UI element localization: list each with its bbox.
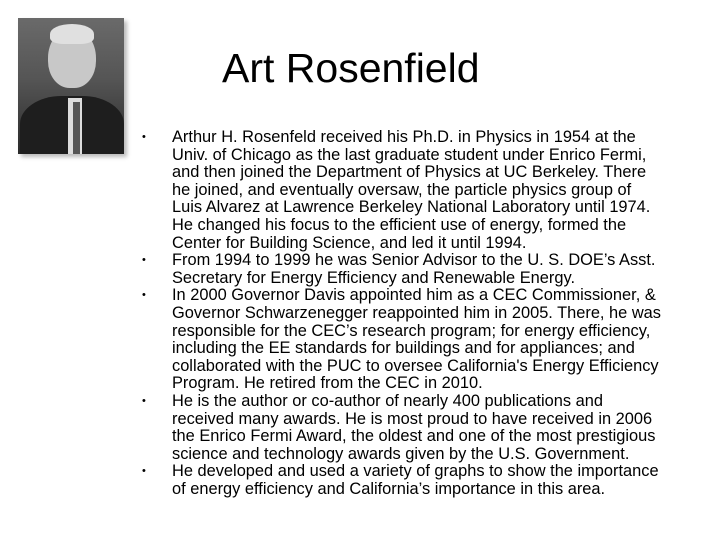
bullet-icon: • <box>142 289 146 302</box>
bullet-item <box>140 463 661 498</box>
bullet-icon: • <box>142 394 146 407</box>
slide-title: Art Rosenfield <box>222 45 480 91</box>
bullet-text-line: and then joined the Department of Physics at UC Berkeley. There <box>172 163 647 182</box>
bullet-text-line: received many awards. He is most proud to have received in 2006 <box>172 409 653 428</box>
bullet-text-line: Univ. of Chicago as the last graduate student under Enrico Fermi, <box>172 145 647 164</box>
bullet-text-line: Center for Building Science, and led it until 1994. <box>172 233 527 252</box>
bullet-text-line: Governor Schwarzenegger reappointed him in 2005. There, he was <box>172 303 661 322</box>
bullet-icon: • <box>142 465 146 478</box>
bullet-icon: • <box>142 254 146 267</box>
bullet-text-line: of energy efficiency and California’s importance in this area. <box>172 479 606 498</box>
bullet-text-line: Arthur H. Rosenfeld received his Ph.D. in Physics in 1954 at the <box>172 128 636 146</box>
bullet-item <box>140 287 661 393</box>
bullet-text-line: collaborated with the PUC to oversee California's Energy Efficiency <box>172 356 659 375</box>
bullet-item <box>140 129 661 252</box>
bullet-text-line: Program. He retired from the CEC in 2010. <box>172 374 483 393</box>
bullet-text-line: In 2000 Governor Davis appointed him as a CEC Commissioner, & <box>172 286 656 305</box>
bullet-text-line: From 1994 to 1999 he was Senior Advisor to the U. S. DOE’s Asst. <box>172 251 656 270</box>
bullet-icon: • <box>142 131 146 143</box>
bullet-text-line: science and technology awards given by the U.S. Government. <box>172 444 630 463</box>
bullet-text-line: Luis Alvarez at Lawrence Berkeley National Laboratory until 1974. <box>172 198 651 217</box>
bullet-text-line: He changed his focus to the efficient use of energy, formed the <box>172 215 627 234</box>
portrait-photo <box>18 18 124 154</box>
bullet-text-line: he joined, and eventually oversaw, the particle physics group of <box>172 180 632 199</box>
bullet-item <box>140 393 661 463</box>
bullet-text-line: Secretary for Energy Efficiency and Renewable Energy. <box>172 268 575 287</box>
bullet-text-line: responsible for the CEC’s research program; for energy efficiency, <box>172 321 651 340</box>
bullet-text-line: including the EE standards for buildings and for appliances; and <box>172 339 635 358</box>
bullet-text-line: He developed and used a variety of graphs to show the importance <box>172 462 659 481</box>
bullet-text-line: He is the author or co-author of nearly 400 publications and <box>172 391 603 410</box>
bullet-list <box>140 129 661 498</box>
bullet-item <box>140 252 661 287</box>
bullet-text-line: the Enrico Fermi Award, the oldest and one of the most prestigious <box>172 427 656 446</box>
